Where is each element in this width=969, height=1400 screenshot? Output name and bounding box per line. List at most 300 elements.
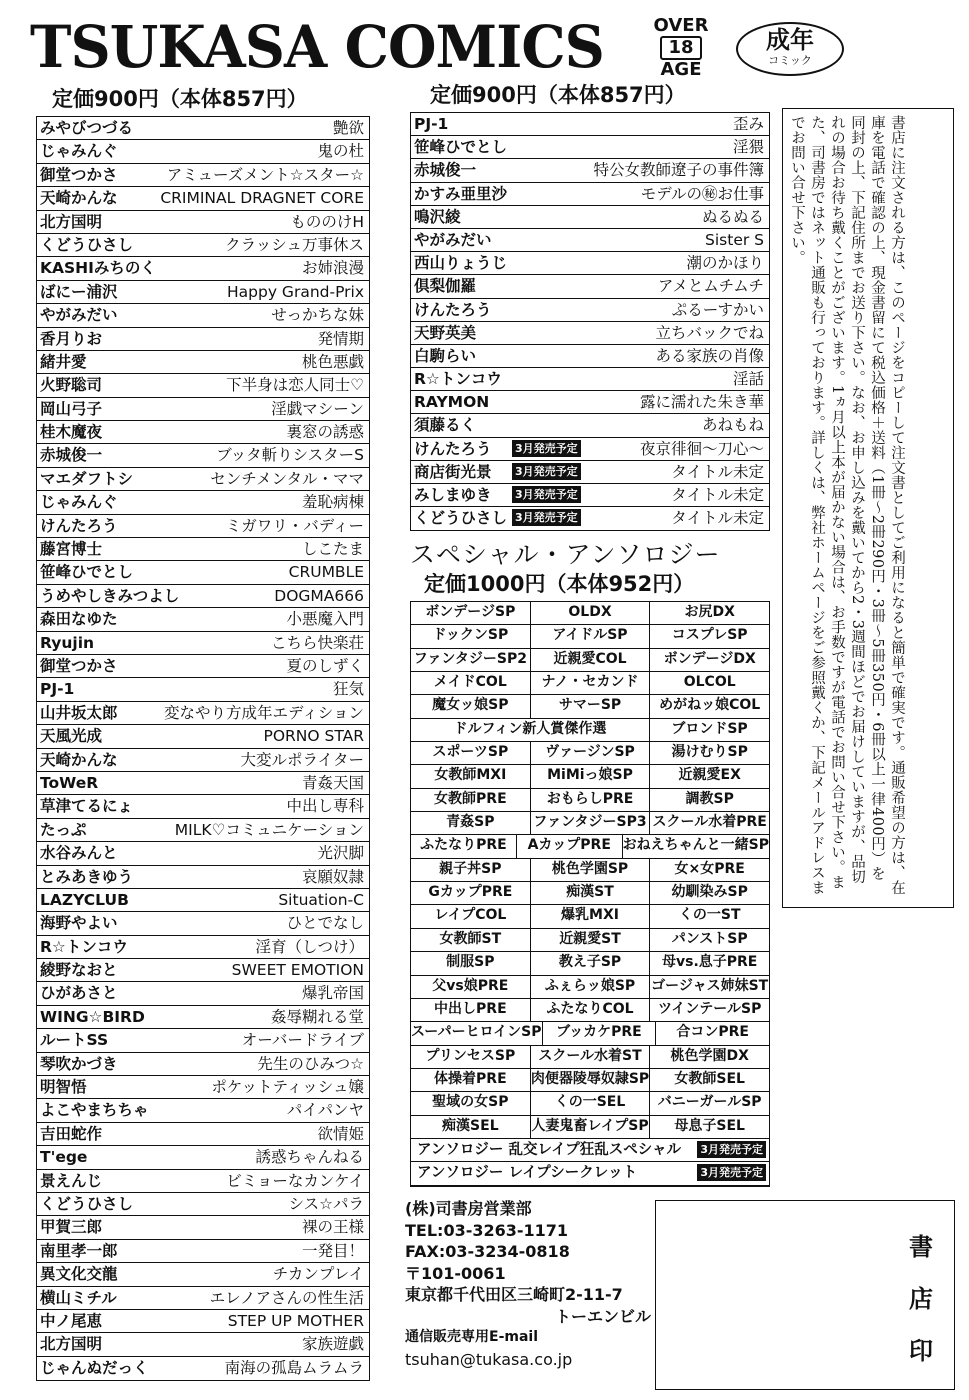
author-name: 鳴沢綾 [414,207,461,226]
anthology-cell: プリンセスSP [411,1046,531,1068]
title-row [37,795,369,818]
seinen-label: 成年 [766,26,814,54]
book-title: CRUMBLE [288,563,364,582]
book-title: タイトル未定 [671,486,764,504]
book-title: 夜京徘徊〜刀心〜 [639,439,764,458]
author-name: 火野聡司 [40,376,103,395]
author-name: 草津てるにょ [40,797,133,816]
title-row [37,889,369,912]
release-badge: 3月発売予定 [512,440,581,457]
book-title: Happy Grand-Prix [227,282,364,301]
book-title: 先生のひみつ☆ [257,1054,364,1073]
author-name: 琴吹かづき [40,1054,118,1073]
anthology-row [411,1046,769,1069]
anthology-cell: パンストSP [671,930,748,947]
book-title: 欲情姫 [317,1124,364,1143]
anthology-cell: 父vs娘PRE [411,976,531,998]
book-title: 小悪魔入門 [286,610,364,629]
title-row [411,299,769,322]
book-title: 羞恥病棟 [301,493,364,512]
author-name: ひがあさと [40,984,118,1003]
fax: FAX:03-3234-0818 [405,1242,570,1261]
book-title: クラッシュ万事休ス [225,235,364,254]
title-row [37,187,369,210]
book-title: 狂気 [332,680,364,699]
anthology-cell: 合コンPRE [676,1024,749,1041]
anthology-cell: お尻DX [684,604,735,620]
anthology-cell: 近親愛EX [678,767,741,784]
author-name: R☆トンコウ [414,370,502,389]
author-name: ルートSS [40,1031,109,1050]
book-title: 立ちバックでね [655,323,764,342]
release-badge: 3月発売予定 [512,486,581,503]
special-anthology-grid [410,601,770,1187]
anthology-row [411,882,769,905]
author-name: 御堂つかさ [40,165,118,184]
book-title: 大変ルポライター [240,750,364,769]
title-row [37,842,369,865]
anthology-cell: くの一ST [678,907,741,924]
anthology-cell: スクール水着ST [531,1046,651,1068]
title-row [37,1123,369,1146]
age-label: AGE [660,59,702,80]
book-title: 変なやり方成年エディション [164,703,364,722]
anthology-cell: 痴漢ST [531,882,651,904]
title-row [37,1240,369,1263]
order-notice-box [782,108,954,908]
title-row [411,206,769,229]
anthology-cell: 中出しPRE [411,999,531,1021]
author-name: 明智悟 [40,1078,87,1097]
brand-title: TSUKASA COMICS [30,13,604,81]
anthology-cell: 制服SP [411,952,531,974]
author-name: やがみだい [414,230,492,249]
title-row [411,136,769,159]
author-name: ばにー浦沢 [40,282,118,301]
book-title: こちら快楽荘 [270,633,364,652]
anthology-cell: MiMiっ娘SP [531,765,651,787]
author-name: 緒井愛 [40,352,87,371]
author-name: 綾野なおと [40,961,118,980]
anthology-cell: ドックンSP [411,625,531,647]
title-row [37,982,369,1005]
title-row [37,257,369,280]
title-row [37,632,369,655]
author-name: 岡山弓子 [40,399,103,418]
book-title: もののけH [290,212,364,231]
anthology-cell: ブロンドSP [671,720,748,737]
book-title: 誘惑ちゃんねる [255,1148,364,1167]
author-name: 異文化交龍 [40,1265,118,1284]
anthology-title: アンソロジー レイプシークレット [417,1165,638,1182]
anthology-cell: ボンデージSP [411,602,531,624]
title-row [37,515,369,538]
anthology-row [411,976,769,999]
anthology-cell: OLDX [531,602,651,624]
order-notice-text: 書店に注文される方は、このページをコピーして注文書としてご利用になると簡単で確実です。通販希望の方は、在庫を電話で確認の上、現金書留にて税込価格＋送料（1冊〜2冊290円・3冊〜5冊350円・6冊以上一律400円）を同封の上、下記住所までお送り下さい。なお、お申し込みを戴いてから2・3週間ほどでお届けしていますが、品切れの場合お待ち戴くことがございます。1ヵ月以上本が届かない場合は、お手数ですが電話でお問い合せ下さい。また、司書房ではネット通販も行っております。詳しくは、弊社ホームページをご参照戴くか、下記メールアドレスまでお問い合せ下さい。 [789,115,905,895]
author-name: 笹峰ひでとし [414,138,508,157]
author-name: PJ-1 [414,115,449,133]
author-name: Ryujin [40,633,95,652]
anthology-cell: 母vs.息子PRE [661,954,758,971]
title-row [37,725,369,748]
title-row [37,1076,369,1099]
book-title: CRIMINAL DRAGNET CORE [160,189,364,208]
anthology-row [411,695,769,718]
title-row [411,113,769,136]
company-name: (株)司書房営業部 [405,1199,532,1218]
anthology-cell: GカップPRE [411,882,531,904]
anthology-cell: 女教師PRE [411,789,531,811]
anthology-cell: ファンタジーSP3 [531,812,651,834]
anthology-row [411,952,769,975]
author-name: WING☆BIRD [40,1007,145,1026]
title-row [411,183,769,206]
book-title: 鬼の杜 [317,142,364,161]
comic-label: コミック [768,54,812,67]
email: tsuhan@tukasa.co.jp [405,1349,573,1369]
anthology-row [411,859,769,882]
book-title: 家族遊戯 [301,1335,364,1354]
title-row [37,819,369,842]
anthology-cell: 青姦SP [411,812,531,834]
middle-title-list [410,112,770,531]
book-title: 下半身は恋人同士♡ [226,376,364,395]
anthology-cell: おねえちゃんと一緒SP [622,837,769,854]
anthology-cell: ツインテールSP [657,1000,762,1017]
author-name: 笹峰ひでとし [40,563,134,582]
book-title: しこたま [301,540,364,559]
book-title: チカンプレイ [272,1265,364,1284]
age-rating [638,16,724,80]
address: 東京都千代田区三崎町2-11-7 [405,1285,623,1304]
anthology-cell: ファンタジーSP2 [411,649,531,671]
author-name: たっぷ [40,820,87,839]
anthology-cell: 教え子SP [531,952,651,974]
anthology-cell: OLCOL [683,674,736,691]
author-name: じゃみんぐ [40,142,118,161]
title-row [37,1170,369,1193]
title-row [37,351,369,374]
title-row [411,345,769,368]
author-name: 水谷みんと [40,844,118,863]
author-name: R☆トンコウ [40,937,128,956]
book-title: タイトル未定 [671,462,764,481]
author-name: KASHIみちのく [40,259,156,278]
title-row [411,507,769,530]
anthology-row [411,649,769,672]
author-name: RAYMON [414,393,490,412]
author-name: 北方国明 [40,1335,103,1354]
anthology-cell: 人妻鬼畜レイプSP [531,1116,651,1138]
anthology-cell: 調教SP [685,790,734,807]
title-row [37,936,369,959]
book-title: 光沢脚 [317,844,364,863]
book-title: ぬるぬる [701,207,764,226]
phone: TEL:03-3263-1171 [405,1220,569,1240]
anthology-cell: 肉便器陵辱奴隷SP [531,1069,651,1091]
book-title: モデルの㊙お仕事 [640,184,764,203]
anthology-cell: ブッカケPRE [543,1022,657,1044]
anthology-cell: ナノ・セカンド [531,672,651,694]
book-title: 発情期 [317,329,364,348]
anthology-row [411,1092,769,1115]
book-title: お姉浪漫 [301,259,364,278]
anthology-row [411,812,769,835]
title-row [37,912,369,935]
anthology-row [411,1022,769,1045]
author-name: けんたろう [414,439,492,458]
title-row [37,1310,369,1333]
title-row [37,164,369,187]
book-title: 淫戯マシーン [271,399,364,418]
anthology-cell: ゴージャス姉妹ST [651,977,769,994]
anthology-title: アンソロジー 乱交レイプ狂乱スペシャル [417,1141,682,1158]
title-row [37,1333,369,1356]
anthology-row [411,999,769,1022]
title-row [37,585,369,608]
anthology-cell: スーパーヒロインSP [411,1022,543,1044]
age-over: OVER [653,15,709,36]
title-row [37,1216,369,1239]
author-name: 南里孝一郎 [40,1241,118,1260]
title-row [411,252,769,275]
anthology-cell: アイドルSP [531,625,651,647]
book-title: 潮のかほり [686,254,764,273]
book-title: シス☆パラ [288,1194,364,1213]
book-title: SWEET EMOTION [231,961,364,980]
anthology-cell: 親子丼SP [411,859,531,881]
book-title: Sister S [705,230,764,249]
book-title: 爆乳帝国 [301,984,364,1003]
title-row [37,234,369,257]
anthology-row [411,1116,769,1139]
author-name: 白駒らい [414,346,477,365]
book-title: 淫猥 [732,138,764,157]
title-row [411,368,769,391]
author-name: 甲賀三郎 [40,1218,103,1237]
author-name: やがみだい [40,306,118,325]
anthology-cell: ふたなりCOL [531,999,651,1021]
title-row [37,538,369,561]
author-name: 北方国明 [40,212,103,231]
anthology-cell: ふぇらッ娘SP [531,976,651,998]
title-row [411,391,769,414]
anthology-cell: 桃色学園DX [670,1047,749,1064]
book-title: ブッタ斬りシスターS [216,446,364,465]
anthology-row [411,602,769,625]
title-row [37,1099,369,1122]
title-row [411,461,769,484]
book-title: 桃色悪戯 [301,352,364,371]
anthology-cell: メイドCOL [411,672,531,694]
title-row [411,275,769,298]
book-title: STEP UP MOTHER [227,1311,364,1330]
title-row [37,1193,369,1216]
book-title: 中出し専科 [286,797,364,816]
book-title: 特公女教師遼子の事件簿 [593,161,764,180]
anthology-row [411,719,769,742]
author-name: 倶梨伽羅 [414,277,477,296]
title-row [37,491,369,514]
adult-comic-badge [736,22,844,76]
title-row [411,159,769,182]
title-row [37,1146,369,1169]
title-row [37,281,369,304]
anthology-cell: AカップPRE [517,835,623,857]
author-name: くどうひさし [40,235,134,254]
author-name: よこやまちちゃ [40,1101,149,1120]
anthology-cell: ボンデージDX [663,650,756,667]
author-name: PJ-1 [40,680,75,699]
book-title: オーバードライブ [241,1031,364,1050]
title-row [37,959,369,982]
title-row [37,140,369,163]
author-name: 山井坂太郎 [40,703,118,722]
anthology-row [411,625,769,648]
special-price: 定価1000円（本体952円） [424,572,695,596]
author-name: みしまゆき [414,486,492,504]
author-name: くどうひさし [414,509,508,528]
title-row [37,1263,369,1286]
book-title: 哀願奴隷 [301,867,364,886]
book-title: アメとムチムチ [657,277,764,296]
author-name: じゃみんぐ [40,493,118,512]
author-name: 御堂つかさ [40,656,118,675]
anthology-row [411,789,769,812]
anthology-cell: サマーSP [531,695,651,717]
title-row [37,421,369,444]
book-title: アミューズメント☆スター☆ [166,165,364,184]
book-title: 青姦天国 [301,773,364,792]
book-title: パイパンヤ [286,1101,364,1120]
book-title: 一発目！ [301,1241,364,1260]
title-row [37,328,369,351]
anthology-row [411,835,769,858]
book-title: PORNO STAR [263,727,364,746]
author-name: LAZYCLUB [40,890,129,909]
book-title: MILK♡コミュニケーション [174,820,364,839]
anthology-cell: 桃色学園SP [531,859,651,881]
author-name: 赤城俊一 [40,446,103,465]
anthology-row [411,929,769,952]
author-name: かすみ亜里沙 [414,184,508,203]
title-row [37,749,369,772]
author-name: 藤宮博士 [40,540,103,559]
anthology-cell: コスプレSP [671,627,748,644]
title-row [37,1006,369,1029]
anthology-cell: スクール水着PRE [652,814,767,831]
anthology-row [411,742,769,765]
author-name: けんたろう [40,516,118,535]
author-name: くどうひさし [40,1194,134,1213]
bookstore-stamp-label: 書店印 [909,1233,933,1365]
special-heading: スペシャル・アンソロジー [410,540,721,569]
title-row [37,117,369,140]
author-name: みやびつづる [40,119,134,137]
anthology-cell: 近親愛ST [531,929,651,951]
book-title: 姦辱糊れる堂 [270,1007,364,1026]
author-name: 天風光成 [40,727,103,746]
author-name: とみあきゆう [40,867,134,886]
anthology-cell: ヴァージンSP [531,742,651,764]
author-name: 香月りお [40,329,103,348]
title-row [411,322,769,345]
anthology-cell: ドルフィン新人賞傑作選 [411,719,650,741]
title-row [37,1357,369,1380]
anthology-cell: めがねッ娘COL [659,697,761,714]
anthology-cell: 痴漢SEL [411,1116,531,1138]
title-row [411,484,769,507]
title-row [37,1029,369,1052]
author-name: 天野英美 [414,323,477,342]
title-row [37,608,369,631]
title-row [411,229,769,252]
book-title: 艶欲 [332,119,364,137]
anthology-cell: くの一SEL [531,1092,651,1114]
book-title: 裸の王様 [301,1218,364,1237]
anthology-row [411,765,769,788]
book-title: せっかちな妹 [271,306,364,325]
book-title: エレノアさんの性生活 [209,1288,364,1307]
book-title: ある家族の肖像 [655,346,764,365]
title-row [37,211,369,234]
anthology-cell: バニーガールSP [657,1094,762,1111]
release-badge: 3月発売予定 [512,509,581,526]
anthology-cell: 母息子SEL [674,1117,745,1134]
book-title: ひとでなし [286,914,364,933]
price-left: 定価900円（本体857円） [52,87,308,111]
author-name: 赤城俊一 [414,161,477,180]
contact-info [405,1198,655,1370]
left-title-list [36,116,370,1381]
anthology-cell: 体操着PRE [411,1069,531,1091]
age-number: 18 [660,36,701,60]
title-row [37,655,369,678]
author-name: 桂木魔夜 [40,423,103,442]
title-row [37,772,369,795]
author-name: 須藤るく [414,416,477,435]
book-title: ポケットティッシュ嬢 [211,1078,364,1097]
author-name: 吉田蛇作 [40,1124,103,1143]
author-name: 景えんじ [40,1171,103,1190]
author-name: じゃんぬだっく [40,1358,149,1377]
book-title: ぷるーすかい [671,300,764,319]
book-title: 南海の孤島ムラムラ [224,1358,364,1377]
book-title: ミガワリ・バディー [225,516,364,535]
book-title: 淫育（しつけ） [255,937,364,956]
author-name: 中ノ尾恵 [40,1311,103,1330]
anthology-cell: 湯けむりSP [671,744,748,761]
author-name: 海野やよい [40,914,118,933]
title-row [37,702,369,725]
email-label: 通信販売専用E-mail [405,1329,539,1345]
title-row [37,304,369,327]
release-badge: 3月発売予定 [697,1141,766,1158]
book-title: 淫話 [732,370,764,389]
author-name: 天崎かんな [40,750,118,769]
book-title: 夏のしずく [286,656,364,675]
title-row [37,468,369,491]
author-name: 横山ミチル [40,1288,117,1307]
anthology-row [411,672,769,695]
anthology-special-row [411,1139,769,1162]
anthology-cell: ふたなりPRE [411,835,517,857]
book-title: 露に濡れた朱き華 [639,393,764,412]
title-row [37,561,369,584]
author-name: うめやしきみつよし [40,586,180,605]
book-title: 歪み [732,115,764,133]
